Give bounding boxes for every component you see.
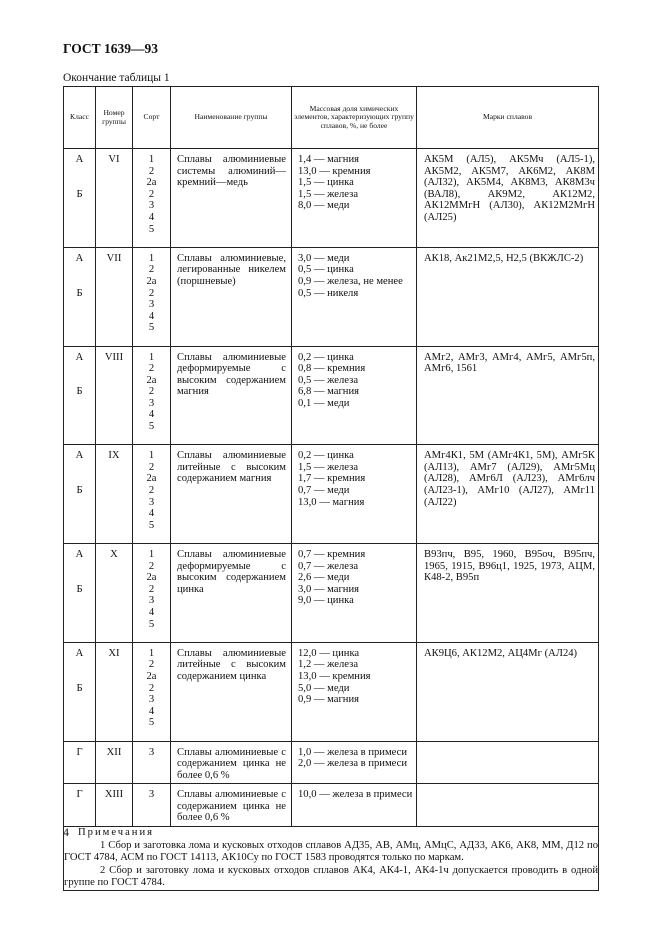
class-value: А bbox=[75, 351, 84, 363]
mass-line: 0,5 — цинка bbox=[298, 264, 354, 276]
group-name-cell: Сплавы алюминиевые, легированные никелем (поршневые) bbox=[171, 247, 292, 346]
note-2: 2 Сбор и заготовку лома и кусковых отходов сплавов АК4, АК4-1, АК4-1ч допускается проводить в одной группе по ГОСТ 4784. bbox=[64, 864, 598, 889]
notes-title: Примечания bbox=[78, 827, 154, 839]
document-title: ГОСТ 1639—93 bbox=[63, 41, 159, 56]
alloys-table bbox=[63, 86, 599, 891]
sort-value: 3 bbox=[148, 789, 155, 801]
class-value: А bbox=[75, 154, 84, 165]
sort-value: 2а bbox=[146, 275, 157, 287]
mass-line: 5,0 — меди bbox=[298, 682, 350, 694]
class-value bbox=[64, 235, 95, 247]
class-value bbox=[64, 398, 95, 410]
mass-line: 0,2 — цинка bbox=[298, 450, 354, 462]
marks-cell: АК18, Ак21М2,5, Н2,5 (ВКЖЛС-2) bbox=[417, 247, 599, 346]
header-mass-fraction: Массовая доля химических элементов, характеризующих группу сплавов, %, не более bbox=[292, 87, 417, 149]
notes-row bbox=[64, 827, 599, 891]
class-value: А bbox=[75, 450, 84, 462]
mass-line: 13,0 — магния bbox=[298, 496, 365, 508]
class-value bbox=[64, 311, 95, 323]
sort-value: 2а bbox=[146, 374, 157, 386]
header-marks: Марки сплавов bbox=[417, 87, 599, 149]
class-value bbox=[64, 473, 95, 485]
mass-line: 3,0 — меди bbox=[298, 252, 350, 264]
class-cell bbox=[64, 642, 96, 741]
table-row bbox=[64, 247, 599, 346]
mass-line: 1,5 — железа bbox=[298, 188, 359, 200]
sort-cell bbox=[133, 784, 171, 827]
sort-value: 5 bbox=[148, 322, 155, 334]
class-value bbox=[64, 694, 95, 706]
sort-value: 3 bbox=[148, 595, 155, 607]
mass-line: 10,0 — железа в примеси bbox=[298, 789, 413, 801]
sort-value: 2а bbox=[146, 177, 157, 189]
class-value bbox=[64, 177, 95, 189]
class-value: Б bbox=[76, 682, 83, 694]
sort-value: 2 bbox=[148, 659, 155, 671]
class-value bbox=[64, 322, 95, 334]
mass-line: 9,0 — цинка bbox=[298, 595, 354, 607]
table-row bbox=[64, 642, 599, 741]
sort-value: 2 bbox=[148, 287, 155, 299]
class-value: Б bbox=[76, 287, 83, 299]
sort-value: 2 bbox=[148, 461, 155, 473]
class-value bbox=[64, 706, 95, 718]
table-row bbox=[64, 346, 599, 445]
class-cell bbox=[64, 445, 96, 544]
mass-line: 13,0 — кремния bbox=[298, 165, 371, 177]
class-value: Б bbox=[76, 188, 83, 200]
class-value: Г bbox=[76, 746, 83, 758]
class-cell bbox=[64, 544, 96, 643]
class-value bbox=[64, 595, 95, 607]
group-number-cell: VI bbox=[96, 149, 133, 248]
mass-line: 1,4 — магния bbox=[298, 154, 360, 165]
sort-value: 2 bbox=[148, 363, 155, 375]
class-value bbox=[64, 561, 95, 573]
sort-value: 1 bbox=[148, 549, 155, 560]
sort-value: 4 bbox=[148, 409, 155, 421]
notes-cell bbox=[64, 827, 599, 891]
class-value bbox=[64, 630, 95, 642]
sort-value: 2 bbox=[148, 682, 155, 694]
sort-value: 1 bbox=[148, 154, 155, 165]
class-cell bbox=[64, 346, 96, 445]
mass-fraction-cell bbox=[292, 741, 417, 784]
sort-value: 3 bbox=[148, 694, 155, 706]
marks-cell bbox=[417, 784, 599, 827]
sort-value: 4 bbox=[148, 606, 155, 618]
sort-cell bbox=[133, 149, 171, 248]
sort-value: 2 bbox=[148, 386, 155, 398]
sort-value: 1 bbox=[148, 351, 155, 363]
mass-line: 3,0 — магния bbox=[298, 583, 360, 595]
sort-cell bbox=[133, 346, 171, 445]
header-sort: Сорт bbox=[133, 87, 171, 149]
sort-cell bbox=[133, 445, 171, 544]
sort-value: 3 bbox=[148, 299, 155, 311]
class-value bbox=[64, 671, 95, 683]
class-value: А bbox=[75, 549, 84, 560]
mass-line: 0,9 — железа, не менее bbox=[298, 275, 403, 287]
sort-value: 5 bbox=[148, 717, 155, 729]
sort-value: 1 bbox=[148, 450, 155, 462]
class-value: А bbox=[75, 252, 84, 264]
mass-line: 0,7 — железа bbox=[298, 560, 359, 572]
header-group-name: Наименование группы bbox=[171, 87, 292, 149]
header-group-number: Номер группы bbox=[96, 87, 133, 149]
class-value bbox=[64, 497, 95, 509]
group-number-cell: XII bbox=[96, 741, 133, 784]
sort-value: 5 bbox=[148, 421, 155, 433]
class-value bbox=[64, 433, 95, 445]
class-value bbox=[64, 531, 95, 543]
page-number: 4 bbox=[63, 825, 69, 839]
table-row bbox=[64, 544, 599, 643]
sort-value: 2а bbox=[146, 473, 157, 485]
mass-line: 0,5 — железа bbox=[298, 374, 359, 386]
class-cell bbox=[64, 149, 96, 248]
mass-fraction-cell bbox=[292, 346, 417, 445]
table-row bbox=[64, 741, 599, 784]
table-row bbox=[64, 149, 599, 248]
sort-cell bbox=[133, 247, 171, 346]
class-value: Б bbox=[76, 386, 83, 398]
class-value bbox=[64, 729, 95, 741]
mass-line: 0,9 — магния bbox=[298, 694, 360, 706]
class-value bbox=[64, 619, 95, 631]
sort-value: 2а bbox=[146, 670, 157, 682]
group-name-cell: Сплавы алюминиевые с содержанием цинка не более 0,6 % bbox=[171, 741, 292, 784]
mass-line: 6,8 — магния bbox=[298, 386, 360, 398]
class-cell bbox=[64, 784, 96, 827]
class-value bbox=[64, 607, 95, 619]
sort-value: 2 bbox=[148, 264, 155, 276]
sort-value: 4 bbox=[148, 705, 155, 717]
group-name-cell: Сплавы алюминиевые деформируемые с высоким содержанием цинка bbox=[171, 544, 292, 643]
mass-line: 12,0 — цинка bbox=[298, 647, 360, 659]
class-cell bbox=[64, 247, 96, 346]
sort-cell bbox=[133, 544, 171, 643]
class-value bbox=[64, 276, 95, 288]
class-value bbox=[64, 659, 95, 671]
group-number-cell: X bbox=[96, 544, 133, 643]
class-value bbox=[64, 409, 95, 421]
mass-line: 2,6 — меди bbox=[298, 572, 350, 584]
sort-value: 2 bbox=[148, 188, 155, 200]
mass-line: 8,0 — меди bbox=[298, 200, 350, 212]
sort-value: 1 bbox=[148, 647, 155, 659]
group-number-cell: IX bbox=[96, 445, 133, 544]
class-value bbox=[64, 264, 95, 276]
class-value bbox=[64, 224, 95, 236]
mass-line: 13,0 — кремния bbox=[298, 670, 371, 682]
mass-fraction-cell bbox=[292, 544, 417, 643]
note-1: 1 Сбор и заготовка лома и кусковых отходов сплавов АД35, АВ, АМц, АМцС, АД33, АК6, АК8, ММ, Д12 по ГОСТ 4784, АСМ по ГОСТ 14113, АК10Су по ГОСТ 1583 проводятся только по маркам. bbox=[64, 839, 598, 864]
group-number-cell: VII bbox=[96, 247, 133, 346]
table-row bbox=[64, 784, 599, 827]
mass-line: 1,5 — цинка bbox=[298, 177, 354, 189]
class-value bbox=[64, 375, 95, 387]
group-name-cell: Сплавы алюминиевые системы алюминий—кремний—медь bbox=[171, 149, 292, 248]
class-value bbox=[64, 212, 95, 224]
class-value bbox=[64, 508, 95, 520]
class-value bbox=[64, 462, 95, 474]
sort-value: 2 bbox=[148, 560, 155, 572]
group-number-cell: VIII bbox=[96, 346, 133, 445]
class-cell bbox=[64, 741, 96, 784]
mass-fraction-cell bbox=[292, 149, 417, 248]
class-value bbox=[64, 166, 95, 178]
mass-line: 1,2 — железа bbox=[298, 659, 359, 671]
mass-line: 0,2 — цинка bbox=[298, 351, 354, 363]
group-name-cell: Сплавы алюминиевые с содержанием цинка не более 0,6 % bbox=[171, 784, 292, 827]
class-value bbox=[64, 421, 95, 433]
mass-line: 0,7 — кремния bbox=[298, 549, 366, 560]
group-name-cell: Сплавы алюминиевые литейные с высоким содержанием магния bbox=[171, 445, 292, 544]
marks-cell: АК5М (АЛ5), АК5Мч (АЛ5-1), АК5М2, АК5М7, АК6М2, АК8М (АЛ32), АК5М4, АК8М3, АК8М3ч (ВАЛ8), АК9М2, АК12М2, АК12ММгН (АЛ30), АК12М2МгН (АЛ25) bbox=[417, 149, 599, 248]
group-number-cell: XIII bbox=[96, 784, 133, 827]
class-value bbox=[64, 717, 95, 729]
class-value bbox=[64, 572, 95, 584]
mass-line: 0,1 — меди bbox=[298, 397, 350, 409]
sort-cell bbox=[133, 642, 171, 741]
sort-cell bbox=[133, 741, 171, 784]
marks-cell: АМг2, АМг3, АМг4, АМг5, АМг5п, АМг6, 1561 bbox=[417, 346, 599, 445]
sort-value: 4 bbox=[148, 310, 155, 322]
sort-value: 3 bbox=[148, 746, 155, 758]
class-value: Г bbox=[76, 789, 83, 801]
mass-line: 0,7 — меди bbox=[298, 485, 350, 497]
table-caption: Окончание таблицы 1 bbox=[63, 72, 170, 84]
sort-value: 2а bbox=[146, 572, 157, 584]
class-value bbox=[64, 334, 95, 346]
class-value: А bbox=[75, 647, 84, 659]
class-value: Б bbox=[76, 583, 83, 595]
sort-value: 5 bbox=[148, 618, 155, 630]
class-value bbox=[64, 200, 95, 212]
mass-fraction-cell bbox=[292, 445, 417, 544]
sort-value: 3 bbox=[148, 200, 155, 212]
mass-line: 1,5 — железа bbox=[298, 461, 359, 473]
sort-value: 5 bbox=[148, 519, 155, 531]
mass-line: 1,7 — кремния bbox=[298, 473, 366, 485]
class-value bbox=[64, 299, 95, 311]
sort-value: 3 bbox=[148, 496, 155, 508]
class-value bbox=[64, 363, 95, 375]
group-number-cell: XI bbox=[96, 642, 133, 741]
marks-cell: АК9Ц6, АК12М2, АЦ4Мг (АЛ24) bbox=[417, 642, 599, 741]
sort-value: 4 bbox=[148, 508, 155, 520]
class-value bbox=[64, 520, 95, 532]
mass-fraction-cell bbox=[292, 247, 417, 346]
sort-value: 2 bbox=[148, 583, 155, 595]
sort-value: 2 bbox=[148, 165, 155, 177]
header-class: Класс bbox=[64, 87, 96, 149]
marks-cell: АМг4К1, 5М (АМг4К1, 5М), АМг5К (АЛ13), АМг7 (АЛ29), АМг5Мц (АЛ28), АМг6Л (АЛ23), АМг6лч (АЛ23-1), АМг10 (АЛ27), АМг11 (АЛ22) bbox=[417, 445, 599, 544]
marks-cell: В93пч, В95, 1960, В95оч, В95пч, 1965, 1915, В96ц1, 1925, 1973, АЦМ, К48-2, В95п bbox=[417, 544, 599, 643]
mass-line: 2,0 — железа в примеси bbox=[298, 758, 407, 770]
marks-cell bbox=[417, 741, 599, 784]
class-value: Б bbox=[76, 485, 83, 497]
group-name-cell: Сплавы алюминиевые литейные с высоким содержанием цинка bbox=[171, 642, 292, 741]
group-name-cell: Сплавы алюминиевые деформируемые с высоким содержанием магния bbox=[171, 346, 292, 445]
table-header-row bbox=[64, 87, 599, 149]
mass-line: 0,5 — никеля bbox=[298, 287, 359, 299]
table-row bbox=[64, 445, 599, 544]
sort-value: 3 bbox=[148, 397, 155, 409]
mass-fraction-cell bbox=[292, 784, 417, 827]
mass-fraction-cell bbox=[292, 642, 417, 741]
mass-line: 0,8 — кремния bbox=[298, 363, 366, 375]
mass-line: 1,0 — железа в примеси bbox=[298, 746, 407, 758]
sort-value: 1 bbox=[148, 252, 155, 264]
sort-value: 4 bbox=[148, 211, 155, 223]
sort-value: 5 bbox=[148, 223, 155, 235]
sort-value: 2 bbox=[148, 485, 155, 497]
